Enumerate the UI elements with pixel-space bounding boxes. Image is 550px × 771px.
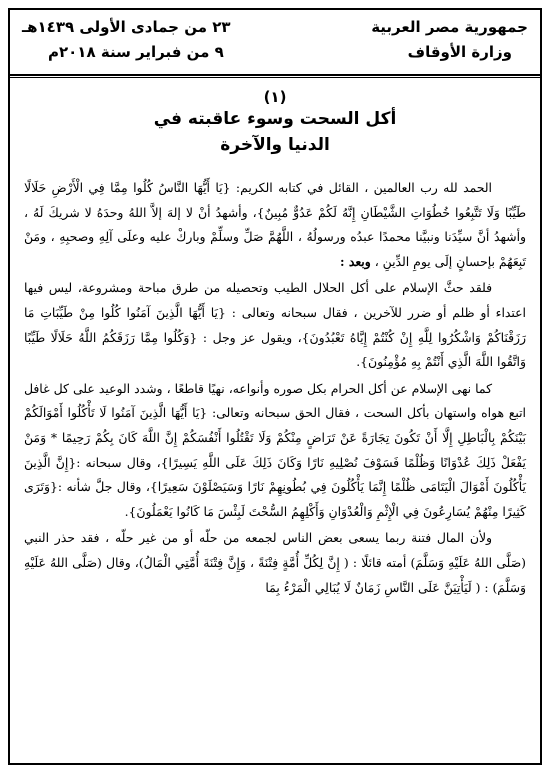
paragraph-2-text: فلقد حثَّ الإسلام على أكل الحلال الطيب وتحصيله من طرق مباحة ومشروعة، ليس فيها اعتداء أو ظلم أو ضرر للآخرين ، فقال سبحانه وتعالى : {يَا أَيُّهَا الَّذِينَ آمَنُوا كُلُوا مِنْ طَيِّبَاتِ مَا رَزَقْنَاكُمْ وَاشْكُرُوا لِلَّهِ إِنْ كُنْتُمْ إِيَّاهُ تَعْبُدُونَ}، ويقول عز وجل : {وَكُلُوا مِمَّا رَزَقَكُمُ اللَّهُ حَلَالًا طَيِّبًا وَاتَّقُوا اللَّهَ الَّذِي أَنْتُمْ بِهِ مُؤْمِنُونَ}. (24, 280, 526, 370)
paragraph-4 (24, 526, 526, 600)
paragraph-1 (24, 176, 526, 274)
paragraph-3-text: كما نهى الإسلام عن أكل الحرام بكل صوره وأنواعه، نهيًا قاطعًا ، وشدد الوعيد على كل غافل اتبع هواه واستهان بأكل السحت ، فقال الحق سبحانه وتعالى: {يَا أَيُّهَا الَّذِينَ آمَنُوا لَا تَأْكُلُوا أَمْوَالَكُمْ بَيْنَكُمْ بِالْبَاطِلِ إِلَّا أَنْ تَكُونَ تِجَارَةً عَنْ تَرَاضٍ مِنْكُمْ وَلَا تَقْتُلُوا أَنْفُسَكُمْ إِنَّ اللَّهَ كَانَ بِكُمْ رَحِيمًا * وَمَنْ يَفْعَلْ ذَلِكَ عُدْوَانًا وَظُلْمًا فَسَوْفَ نُصْلِيهِ نَارًا وَكَانَ ذَلِكَ عَلَى اللَّهِ يَسِيرًا}، وقال سبحانه :{إِنَّ الَّذِينَ يَأْكُلُونَ أَمْوَالَ الْيَتَامَى ظُلْمًا إِنَّمَا يَأْكُلُونَ فِي بُطُونِهِمْ نَارًا وَسَيَصْلَوْنَ سَعِيرًا}، وقال جلَّ شأنه :{وَتَرَى كَثِيرًا مِنْهُمْ يُسَارِعُونَ فِي الْإِثْمِ وَالْعُدْوَانِ وَأَكْلِهِمُ السُّحْتَ لَبِئْسَ مَا كَانُوا يَعْمَلُونَ}. (24, 380, 526, 519)
title-line-2: الدنيا والآخرة (220, 135, 330, 155)
paragraph-2 (24, 276, 526, 374)
header-divider (10, 74, 540, 76)
paragraph-3 (24, 377, 526, 525)
ministry-name: وزارة الأوقاف (407, 43, 512, 61)
document-header (10, 10, 540, 72)
sermon-body (24, 176, 526, 602)
paragraph-4-text: ولأن المال فتنة ربما يسعى بعض الناس لجمعه من حلّه أو من غير حلّه ، فقد حذر النبي (صَلَّى اللهُ عَلَيْهِ وَسَلَّمَ) أمته قائلًا : ( إِنَّ لِكُلِّ أُمَّةٍ فِتْنَةً ، وَإِنَّ فِتْنَةَ أُمَّتِي الْمَالُ)، وقال (صَلَّى اللهُ عَلَيْهِ وَسَلَّمَ) : ( لَيَأْتِيَنَّ عَلَى النَّاسِ زَمَانٌ لَا يُبَالِي الْمَرْءُ بِمَا (24, 530, 526, 595)
wa-baad-label: وبعد : (339, 253, 371, 269)
paragraph-1-text: الحمد لله رب العالمين ، القائل في كتابه الكريم: {يَا أَيُّهَا النَّاسُ كُلُوا مِمَّا فِي الْأَرْضِ حَلَالًا طَيِّبًا وَلَا تَتَّبِعُوا خُطُوَاتِ الشَّيْطَانِ إِنَّهُ لَكُمْ عَدُوٌّ مُبِينٌ}، وأشهدُ أنْ لا إلهَ إلاَّ اللهُ وحدَهُ لا شريكَ لَهُ ، وأشهدُ أنَّ سيِّدَنا ونبيَّنا محمدًا عبدُه ورسولُهُ ، اللَّهُمَّ صَلِّ وسلِّمْ وباركْ عليه وعلَى آلِهِ وصحبِهِ ، ومَنْ تَبِعَهُمْ بإحسانٍ إلَى يومِ الدِّينِ ، (24, 180, 526, 269)
country-name: جمهورية مصر العربية (371, 18, 528, 36)
gregorian-date: ٩ من فبراير سنة ٢٠١٨م (48, 43, 224, 61)
title-line-1: أكل السحت وسوء عاقبته في (153, 109, 397, 129)
sermon-number: (١) (263, 88, 287, 106)
document-frame (8, 8, 542, 765)
sermon-title (10, 88, 540, 158)
header-divider-thin (10, 77, 540, 78)
hijri-date: ٢٣ من جمادى الأولى ١٤٣٩هـ (22, 18, 231, 36)
